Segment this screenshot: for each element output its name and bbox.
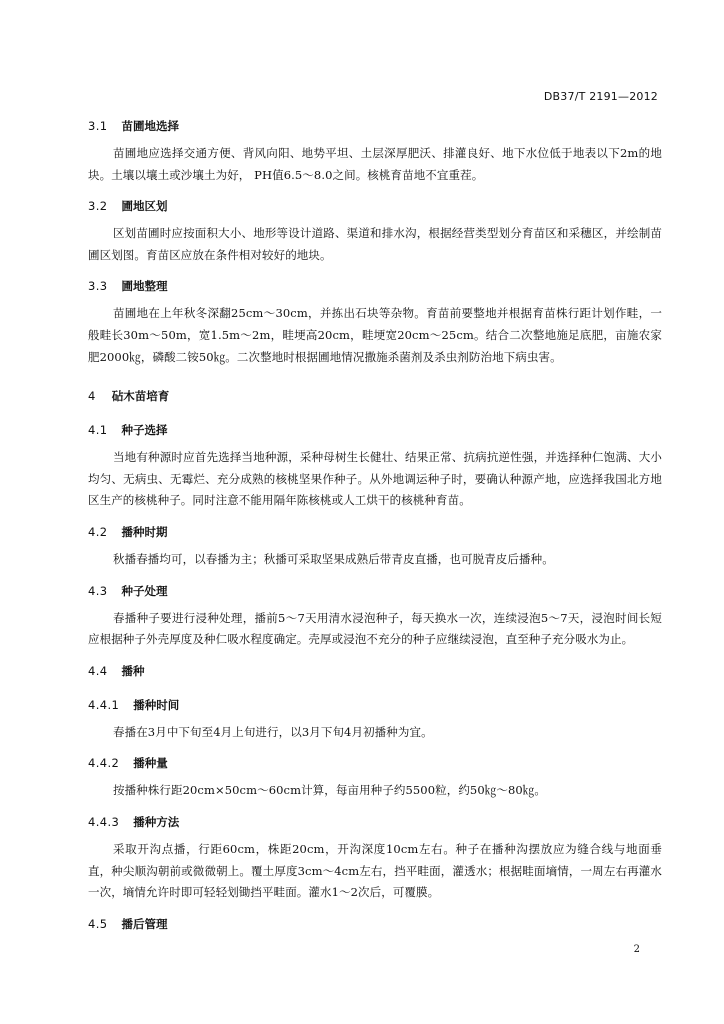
section-title: 播种时期 — [121, 524, 168, 539]
section-heading — [88, 916, 662, 932]
section-paragraph: 按播种株行距20cm×50cm～60cm计算，每亩用种子约5500粒，约50㎏～80㎏。 — [113, 783, 547, 798]
section-paragraph: 采取开沟点播，行距60cm，株距20cm，开沟深度10cm左右。种子在播种沟摆放应为缝合线与地面垂直，种尖顺沟朝前或微微朝上。覆土厚度3cm～4cm左右，挡平畦面，灌透水；根据畦面墒情，一周左右再灌水一次，墒情允许时即可轻轻划锄挡平畦面。灌水1～2次后，可覆膜。 — [88, 841, 662, 900]
section-number: 4.1 — [88, 423, 108, 438]
section-title: 播后管理 — [121, 916, 168, 931]
section-title: 苗圃地选择 — [121, 119, 179, 133]
section-title: 播种 — [121, 663, 145, 678]
section-title: 砧木苗培育 — [111, 389, 170, 404]
chapter-heading — [88, 388, 662, 404]
section-heading — [88, 198, 662, 214]
section-heading — [88, 663, 662, 679]
subsection-heading — [88, 755, 662, 771]
section-number: 4.4 — [88, 663, 108, 678]
standard-code: DB37/T 2191—2012 — [543, 90, 658, 103]
section-paragraph: 春播在3月中下旬至4月上旬进行，以3月下旬4月初播种为宜。 — [113, 724, 433, 739]
section-title: 圃地整理 — [121, 279, 168, 294]
section-number: 4.2 — [88, 524, 108, 539]
section-number: 4.4.1 — [88, 697, 120, 712]
section-paragraph: 苗圃地在上年秋冬深翻25cm～30cm，并拣出石块等杂物。育苗前要整地并根据育苗株行距计划作畦，一般畦长30m～50m，宽1.5m～2m，畦埂高20cm，畦埂宽20cm～25cm。结合二次整地施足底肥，亩施农家肥2000㎏，磷酸二铵50㎏。二次整地时根据圃地情况撒施杀菌剂及杀虫剂防治地下病虫害。 — [88, 306, 662, 364]
section-heading — [88, 583, 662, 599]
section-heading — [88, 278, 662, 294]
subsection-heading — [88, 814, 662, 830]
document-body — [88, 118, 662, 932]
section-number: 4.5 — [88, 916, 108, 931]
section-heading — [88, 524, 662, 540]
section-number: 4 — [88, 389, 96, 404]
subsection-heading — [88, 697, 662, 713]
section-heading — [88, 422, 662, 438]
section-title: 播种量 — [133, 756, 168, 771]
section-paragraph: 区划苗圃时应按面积大小、地形等设计道路、渠道和排水沟，根据经营类型划分育苗区和采穗区，并绘制苗圃区划图。育苗区应放在条件相对较好的地块。 — [88, 226, 662, 262]
section-paragraph: 春播种子要进行浸种处理，播前5～7天用清水浸泡种子，每天换水一次，连续浸泡5～7天，浸泡时间长短应根据种子外壳厚度及种仁吸水程度确定。壳厚或浸泡不充分的种子应继续浸泡，直至种子充分吸水为止。 — [88, 610, 662, 647]
section-number: 3.3 — [88, 279, 108, 294]
page-number: 2 — [633, 944, 640, 955]
section-title: 播种时间 — [133, 697, 180, 712]
section-paragraph: 苗圃地应选择交通方便、背风向阳、地势平坦、土层深厚肥沃、排灌良好、地下水位低于地表以下2m的地块。土壤以壤土或沙壤土为好， PH值6.5～8.0之间。核桃育苗地不宜重茬。 — [88, 146, 662, 182]
section-title: 播种方法 — [133, 814, 180, 829]
section-paragraph: 当地有种源时应首先选择当地种源，采种母树生长健壮、结果正常、抗病抗逆性强，并选择种仁饱满、大小均匀、无病虫、无霉烂、充分成熟的核桃坚果作种子。从外地调运种子时，要确认种源产地，应选择我国北方地区生产的核桃种子。同时注意不能用隔年陈核桃或人工烘干的核桃种育苗。 — [88, 450, 662, 508]
section-title: 种子处理 — [121, 583, 168, 598]
section-number: 4.4.2 — [88, 756, 120, 771]
section-number: 3.2 — [88, 199, 108, 214]
section-title: 圃地区划 — [121, 199, 168, 214]
section-number: 4.4.3 — [88, 814, 120, 829]
section-number: 3.1 — [88, 119, 108, 133]
section-title: 种子选择 — [121, 423, 168, 438]
section-number: 4.3 — [88, 583, 108, 598]
section-heading — [88, 118, 662, 134]
section-paragraph: 秋播春播均可，以春播为主；秋播可采取坚果成熟后带青皮直播，也可脱青皮后播种。 — [113, 551, 554, 566]
